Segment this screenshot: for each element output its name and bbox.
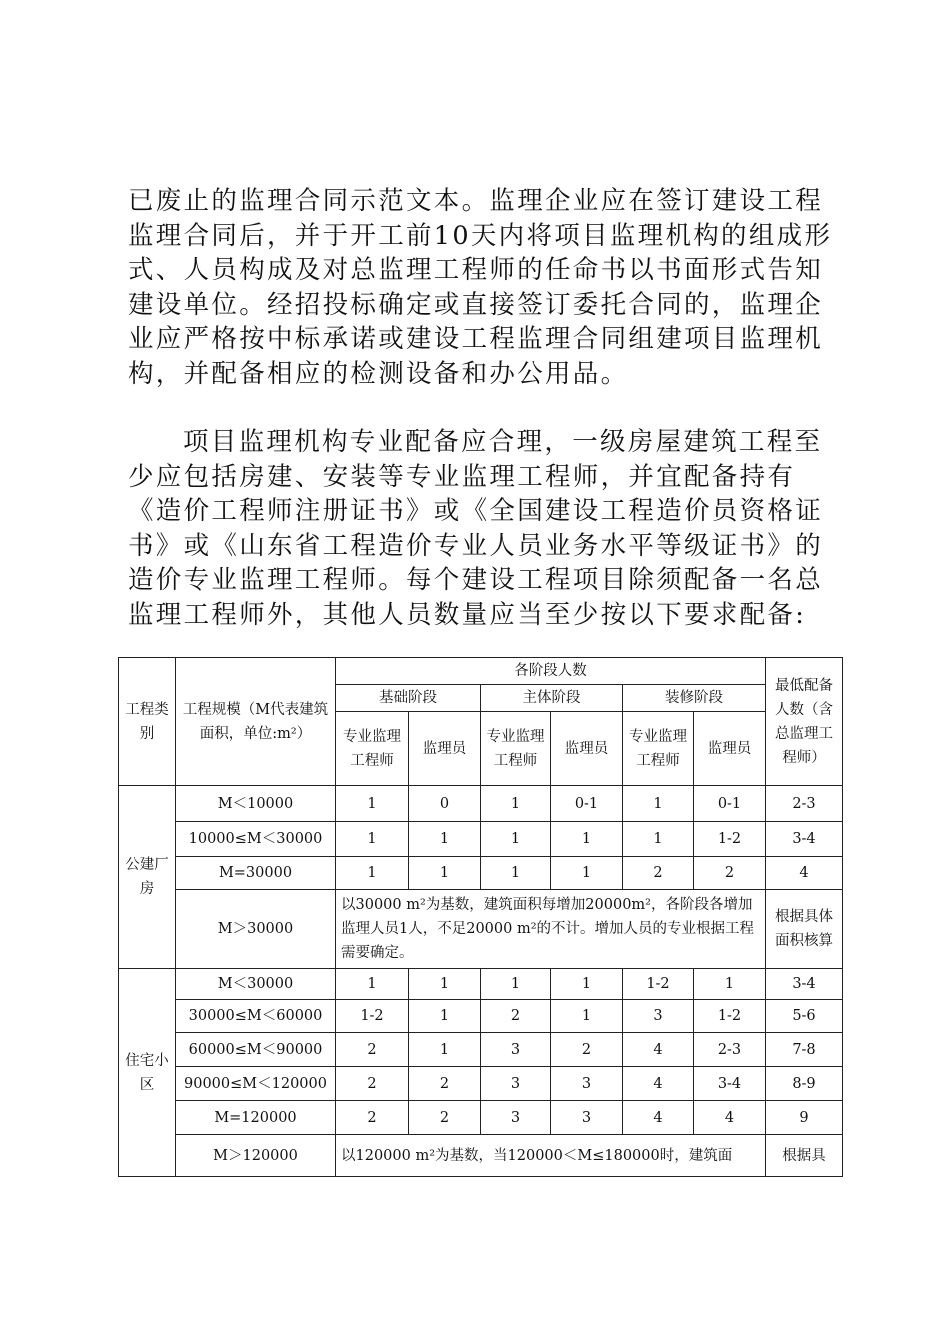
header-engineer: 专业监理工程师 bbox=[336, 712, 409, 786]
value-cell: 2 bbox=[481, 1000, 551, 1033]
value-cell: 1 bbox=[409, 1033, 481, 1067]
value-cell: 1 bbox=[623, 786, 694, 822]
value-cell: 1 bbox=[336, 786, 409, 822]
value-cell: 1 bbox=[551, 857, 623, 890]
value-cell: 1 bbox=[336, 822, 409, 857]
header-minimum: 最低配备人数（含总监理工程师） bbox=[766, 658, 843, 786]
value-cell: 2 bbox=[336, 1033, 409, 1067]
value-cell: 2 bbox=[551, 1033, 623, 1067]
table-row bbox=[119, 969, 843, 1000]
header-stage-main: 主体阶段 bbox=[481, 685, 623, 712]
value-cell: 1-2 bbox=[694, 1000, 766, 1033]
value-cell: 2 bbox=[623, 857, 694, 890]
header-category: 工程类别 bbox=[119, 658, 176, 786]
paragraph-2: 项目监理机构专业配备应合理，一级房屋建筑工程至少应包括房建、安装等专业监理工程师，并宜配备持有《造价工程师注册证书》或《全国建设工程造价员资格证书》或《山东省工程造价专业人员业务水平等级证书》的造价专业监理工程师。每个建设工程项目除须配备一名总监理工程师外，其他人员数量应当至少按以下要求配备: bbox=[128, 427, 824, 630]
table-row bbox=[119, 822, 843, 857]
header-supervisor: 监理员 bbox=[694, 712, 766, 786]
header-engineer: 专业监理工程师 bbox=[623, 712, 694, 786]
header-stages-group: 各阶段人数 bbox=[336, 658, 766, 685]
header-stage-finish: 装修阶段 bbox=[623, 685, 766, 712]
value-cell: 1 bbox=[623, 822, 694, 857]
value-cell: 1 bbox=[481, 857, 551, 890]
table-row bbox=[119, 1033, 843, 1067]
value-cell: 2 bbox=[409, 1067, 481, 1101]
value-cell: 1-2 bbox=[623, 969, 694, 1000]
value-cell: 3 bbox=[481, 1101, 551, 1135]
table-row bbox=[119, 1000, 843, 1033]
category-cell: 住宅小区 bbox=[119, 969, 176, 1177]
min-cell: 3-4 bbox=[766, 969, 843, 1000]
value-cell: 1 bbox=[481, 969, 551, 1000]
value-cell: 3 bbox=[623, 1000, 694, 1033]
value-cell: 2 bbox=[409, 1101, 481, 1135]
paragraph-1: 已废止的监理合同示范文本。监理企业应在签订建设工程监理合同后，并于开工前10天内将项目监理机构的组成形式、人员构成及对总监理工程师的任命书以书面形式告知建设单位。经招投标确定或直接签订委托合同的，监理企业应严格按中标承诺或建设工程监理合同组建项目监理机构，并配备相应的检测设备和办公用品。 bbox=[128, 186, 833, 389]
value-cell: 1 bbox=[336, 857, 409, 890]
value-cell: 1-2 bbox=[694, 822, 766, 857]
scale-cell: M＞30000 bbox=[176, 890, 336, 969]
value-cell: 1 bbox=[481, 786, 551, 822]
min-cell: 8-9 bbox=[766, 1067, 843, 1101]
table-row bbox=[119, 1067, 843, 1101]
value-cell: 4 bbox=[623, 1033, 694, 1067]
value-cell: 0 bbox=[409, 786, 481, 822]
table-row bbox=[119, 786, 843, 822]
value-cell: 2 bbox=[694, 857, 766, 890]
min-cell: 7-8 bbox=[766, 1033, 843, 1067]
scale-cell: M=120000 bbox=[176, 1101, 336, 1135]
value-cell: 4 bbox=[623, 1101, 694, 1135]
header-supervisor: 监理员 bbox=[551, 712, 623, 786]
table-row bbox=[119, 857, 843, 890]
min-cell: 5-6 bbox=[766, 1000, 843, 1033]
value-cell: 2 bbox=[336, 1101, 409, 1135]
scale-cell: 30000≤M＜60000 bbox=[176, 1000, 336, 1033]
value-cell: 1 bbox=[551, 969, 623, 1000]
min-cell: 9 bbox=[766, 1101, 843, 1135]
min-cell: 4 bbox=[766, 857, 843, 890]
value-cell: 1 bbox=[551, 822, 623, 857]
value-cell: 1 bbox=[409, 969, 481, 1000]
table-row bbox=[119, 1101, 843, 1135]
value-cell: 0-1 bbox=[551, 786, 623, 822]
value-cell: 1 bbox=[409, 822, 481, 857]
value-cell: 1 bbox=[481, 822, 551, 857]
table-row bbox=[119, 1135, 843, 1177]
staffing-table bbox=[118, 657, 843, 1177]
value-cell: 4 bbox=[694, 1101, 766, 1135]
value-cell: 1 bbox=[336, 969, 409, 1000]
header-supervisor: 监理员 bbox=[409, 712, 481, 786]
header-scale: 工程规模（M代表建筑面积，单位:m²） bbox=[176, 658, 336, 786]
value-cell: 2 bbox=[336, 1067, 409, 1101]
scale-cell: 90000≤M＜120000 bbox=[176, 1067, 336, 1101]
scale-cell: M＞120000 bbox=[176, 1135, 336, 1177]
value-cell: 1 bbox=[409, 857, 481, 890]
value-cell: 3 bbox=[481, 1033, 551, 1067]
value-cell: 1-2 bbox=[336, 1000, 409, 1033]
scale-cell: M＜10000 bbox=[176, 786, 336, 822]
value-cell: 3 bbox=[481, 1067, 551, 1101]
note-cell: 以30000 m²为基数，建筑面积每增加20000m²，各阶段各增加监理人员1人，不足20000 m²的不计。增加人员的专业根据工程需要确定。 bbox=[336, 890, 766, 969]
value-cell: 3-4 bbox=[694, 1067, 766, 1101]
value-cell: 0-1 bbox=[694, 786, 766, 822]
scale-cell: 10000≤M＜30000 bbox=[176, 822, 336, 857]
scale-cell: M＜30000 bbox=[176, 969, 336, 1000]
scale-cell: 60000≤M＜90000 bbox=[176, 1033, 336, 1067]
value-cell: 4 bbox=[623, 1067, 694, 1101]
value-cell: 1 bbox=[409, 1000, 481, 1033]
min-cell: 3-4 bbox=[766, 822, 843, 857]
category-cell: 公建厂房 bbox=[119, 786, 176, 969]
note-cell: 以120000 m²为基数，当120000＜M≤180000时，建筑面 bbox=[336, 1135, 766, 1177]
scale-cell: M=30000 bbox=[176, 857, 336, 890]
value-cell: 1 bbox=[694, 969, 766, 1000]
value-cell: 1 bbox=[551, 1000, 623, 1033]
table-row bbox=[119, 890, 843, 969]
value-cell: 3 bbox=[551, 1101, 623, 1135]
header-stage-foundation: 基础阶段 bbox=[336, 685, 481, 712]
header-row bbox=[119, 658, 843, 685]
value-cell: 3 bbox=[551, 1067, 623, 1101]
value-cell: 2-3 bbox=[694, 1033, 766, 1067]
min-cell: 根据具 bbox=[766, 1135, 843, 1177]
min-cell: 2-3 bbox=[766, 786, 843, 822]
min-cell: 根据具体面积核算 bbox=[766, 890, 843, 969]
header-engineer: 专业监理工程师 bbox=[481, 712, 551, 786]
